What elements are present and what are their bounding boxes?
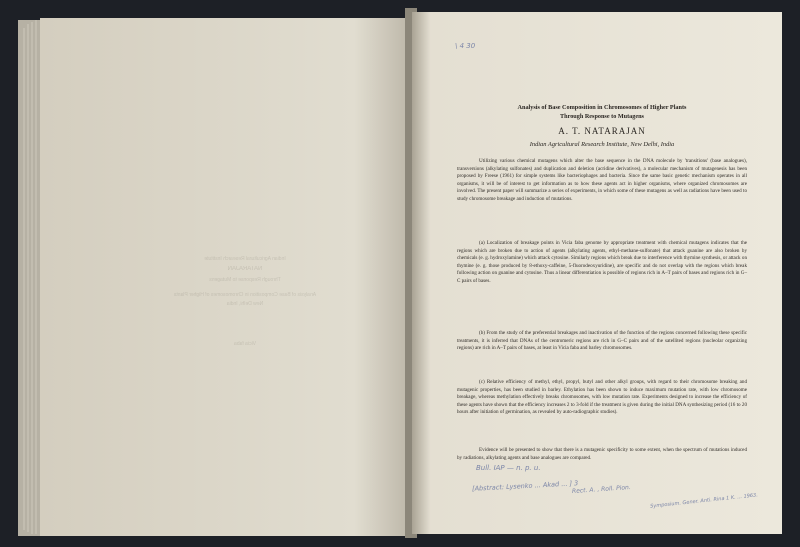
handwritten-note: Symposium. Gener. Anti. Rina 1 K. ... 1963. [649,492,759,510]
right-page-content [412,12,782,534]
paper-author: A. T. NATARAJAN [558,126,646,136]
handwritten-note: Bull. IAP — n. p. u. [476,464,541,472]
show-through-line: NATARAJAN [227,266,263,272]
body-paragraph-a: (a) Localization of breakage points in Vicia faba genome by appropriate treatment with chemical mutagens indicates that the regions which are broken due to action of agents (alkylating agents, ethyl-methane-sulfonate) that attack guanine are also broken by chemicals (e. g. hydroxylamine) which attack cytosine. Similarly regions which break due to interference with thymine synthesis, or attack on thymine (e. g. those produced by 8-ethoxy-caffeine, 5-fluorodeoxyuridine), are specific and do not overlap with the regions which break following action on guanine and cytosine. Thus a linear differentiation is possible of regions rich in A–T pairs of bases and regions rich in G–C pairs of bases. [457,240,747,284]
body-paragraph-intro: Utilizing various chemical mutagens which alter the base sequence in the DNA molecule by 'transitions' (base analogues), transversions (alkylating sulfonates) and duplication and deletion (acridine derivatives), a molecular mechanism of mutagenesis has been proposed by Freese (1961) for simple systems like bacteriophages and bacteria. Since the same basic genetic mechanism operates in all organisms, it will be of interest to get information as to how these agents act in higher organisms, where organized chromosomes are involved. The present paper will summarize a series of experiments, in which some of these mutagens as well as radiations have been used to study chromosome breakage and induction of mutations. [457,158,747,202]
show-through-line: New Delhi, India [226,301,264,307]
show-through-line: Analysis of Base Composition in Chromosomes of Higher Plants [173,292,317,298]
handwritten-note: [Abstract: Lysenko ... Akad ... ] 3 [471,479,579,493]
show-through-line: Indian Agricultural Research Institute [204,256,286,262]
show-through-line: Through Response to Mutagens [209,277,281,283]
pencil-annotation-top: \ 4 30 [455,42,476,50]
paper-title-line-1: Analysis of Base Composition in Chromosomes of Higher Plants [517,104,687,111]
paper-title-line-2: Through Response to Mutagens [560,112,644,120]
handwritten-note: Rect. A. , Roll. Pion. [571,483,632,496]
body-paragraph-b: (b) From the study of the preferential breakages and inactivation of the function of the regions concerned following these specific treatments, it is inferred that DNAs of the centromeric regions are rich in G–C pairs and of the satellited regions (nucleolar organizing regions) are rich in A–T pairs of bases, at least in Vicia faba and barley chromosomes. [457,330,747,352]
show-through-line: Vicia faba [234,341,256,347]
body-paragraph-c: (c) Relative efficiency of methyl, ethyl, propyl, butyl and other alkyl groups, with regard to their chromosome breaking and mutagenic properties, has been studied in barley. Ethylation has been shown to induce maximum mutation rate, with low chromosome breakage, whereas methylation effectively breaks chromosomes, with low mutation rate. Experiments designed to increase the efficiency of these agents have shown that the efficiency increases 2 to 3-fold if the treatment is given during the initial DNA synthesizing period (16 to 20 hours after initiation of germination, as revealed by auto-radiographic studies). [457,379,747,416]
paper-title [452,104,752,121]
body-paragraph-conclusion: Evidence will be presented to show that there is a mutagenic specificity to some extent, when the spectrum of mutations induced by radiations, alkylating agents and base analogues are compared. [457,447,747,461]
paper-affiliation: Indian Agricultural Research Institute, New Delhi, India [529,141,675,148]
